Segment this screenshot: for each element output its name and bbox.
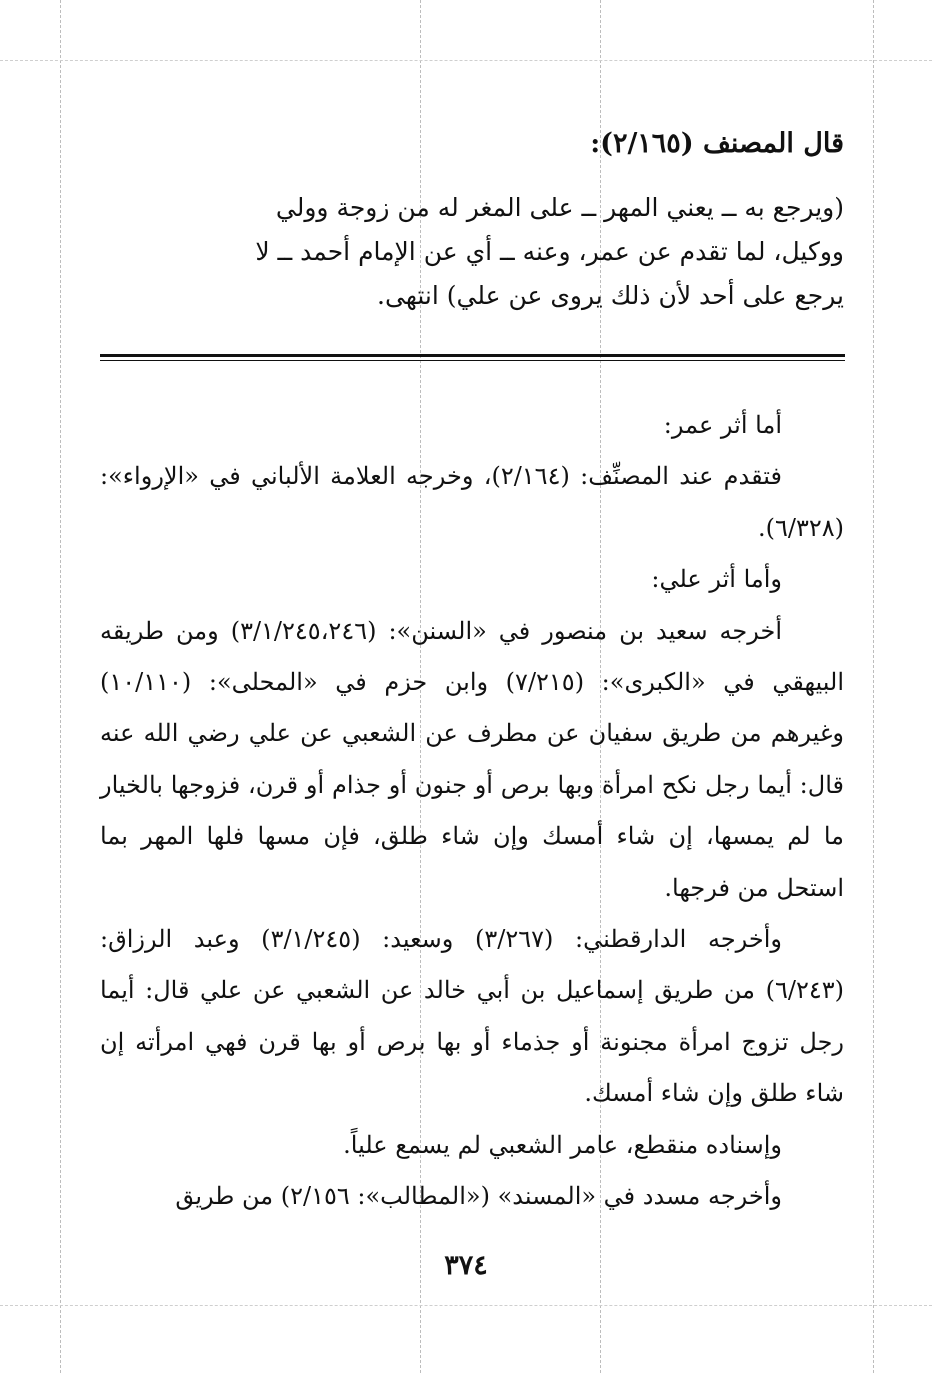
scan-guide-line (60, 0, 61, 1373)
divider-rule (100, 360, 845, 361)
quoted-text (100, 186, 844, 318)
paragraph: وأخرجه الدارقطني: (٣/٢٦٧) وسعيد: (٣/١/٢٤٥) وعبد الرزاق: (٦/٢٤٣) من طريق إسماعيل بن أبي خالد عن الشعبي عن علي قال: أيما رجل تزوج امرأة مجنونة أو جذماء أو بها برص أو بها قرن فهي امرأته إن شاء طلق وإن شاء أمسك. (100, 925, 844, 1108)
quote-line: ووكيل، لما تقدم عن عمر، وعنه ــ أي عن الإمام أحمد ــ لا (255, 237, 844, 266)
section-heading: قال المصنف (٢/١٦٥): (590, 128, 844, 159)
paragraph: وإسناده منقطع، عامر الشعبي لم يسمع علياً. (343, 1130, 782, 1159)
commentary (100, 400, 844, 1223)
quote-line: (ويرجع به ــ يعني المهر ــ على المغر له من زوجة وولي (275, 193, 844, 222)
scan-guide-line (0, 60, 932, 61)
paragraph: فتقدم عند المصنِّف: (٢/١٦٤)، وخرجه العلامة الألباني في «الإرواء»: (٦/٣٢٨). (100, 462, 844, 542)
divider-rule (100, 354, 845, 357)
paragraph: وأخرجه مسدد في «المسند» («المطالب»: ٢/١٥٦) من طريق (175, 1182, 782, 1211)
page-number: ٣٧٤ (444, 1250, 488, 1281)
paragraph: وأما أثر علي: (651, 565, 782, 594)
paragraph: أخرجه سعيد بن منصور في «السنن»: (٣/١/٢٤٥،٢٤٦) ومن طريقه البيهقي في «الكبرى»: (٧/٢١٥) وابن حزم في «المحلى»: (١٠/١١٠) وغيرهم من طريق سفيان عن مطرف عن الشعبي عن علي رضي الله عنه قال: أيما رجل نكح امرأة وبها برص أو جنون أو جذام أو قرن، فزوجها بالخيار ما لم يمسها، إن شاء أمسك وإن شاء طلق، فإن مسها فلها المهر بما استحل من فرجها. (100, 616, 844, 902)
scan-guide-line (873, 0, 874, 1373)
paragraph: أما أثر عمر: (663, 411, 782, 439)
quote-line: يرجع على أحد لأن ذلك يروى عن علي) انتهى. (377, 281, 844, 310)
scan-guide-line (0, 1305, 932, 1306)
